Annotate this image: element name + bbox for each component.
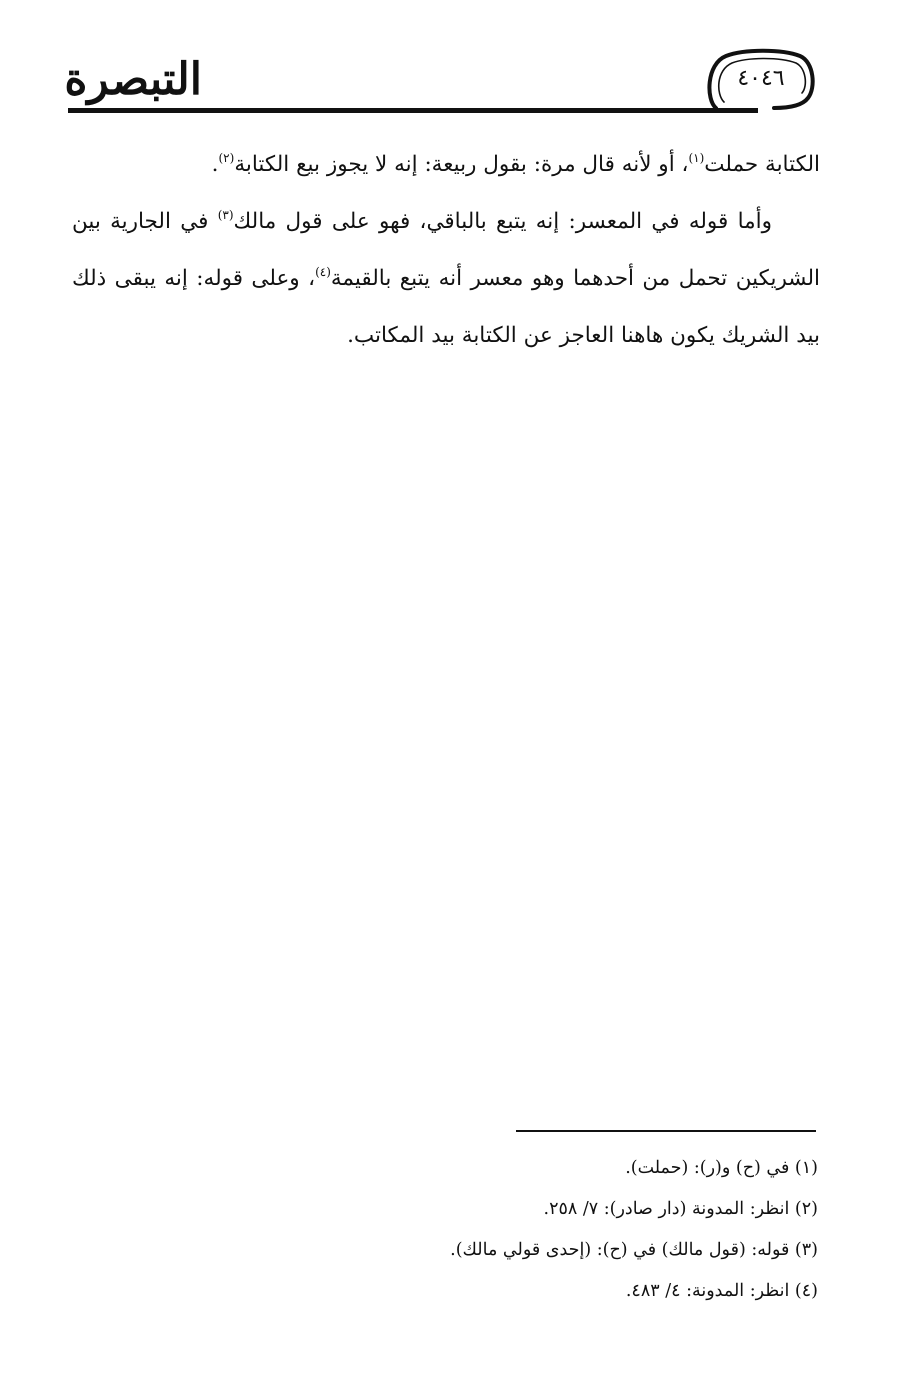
paragraph-1-part-2: ، أو لأنه قال مرة: بقول ربيعة: إنه لا يجوز بيع الكتابة — [234, 152, 689, 177]
page-number: ٤٠٤٦ — [737, 66, 785, 91]
paragraph-1-part-3: . — [211, 152, 219, 177]
footnote-2: (٢) انظر: المدونة (دار صادر): ٧/ ٢٥٨. — [543, 1199, 818, 1219]
page-header — [64, 48, 820, 118]
footnote-ref-3: (٣) — [217, 208, 234, 222]
paragraph-1-part-1: الكتابة حملت — [704, 152, 820, 177]
paragraph-2 — [72, 193, 820, 364]
main-text — [72, 136, 820, 364]
footnote-separator — [516, 1130, 816, 1132]
page-number-frame — [704, 48, 818, 108]
book-title: التبصرة — [64, 54, 202, 105]
paragraph-2-part-3: ، وعلى قوله: إنه يبقى ذلك بيد الشريك يكون هاهنا العاجز عن الكتابة بيد المكاتب. — [72, 266, 820, 348]
footnote-ref-4: (٤) — [315, 265, 331, 279]
footnotes — [72, 1148, 818, 1312]
footnote-ref-1: (١) — [688, 151, 705, 165]
paragraph-1 — [72, 136, 820, 193]
header-rule — [68, 108, 758, 113]
footnote-4: (٤) انظر: المدونة: ٤/ ٤٨٣. — [625, 1281, 818, 1301]
footnote-ref-2: (٢) — [218, 151, 235, 165]
footnote-1: (١) في (ح) و(ر): (حملت). — [625, 1158, 818, 1178]
paragraph-2-part-2: في الجارية بين الشريكين تحمل من أحدهما وهو معسر أنه يتبع بالقيمة — [72, 209, 821, 291]
footnote-3: (٣) قوله: (قول مالك) في (ح): (إحدى قولي مالك). — [450, 1240, 818, 1260]
paragraph-2-part-1: وأما قوله في المعسر: إنه يتبع بالباقي، فهو على قول مالك — [233, 209, 772, 234]
